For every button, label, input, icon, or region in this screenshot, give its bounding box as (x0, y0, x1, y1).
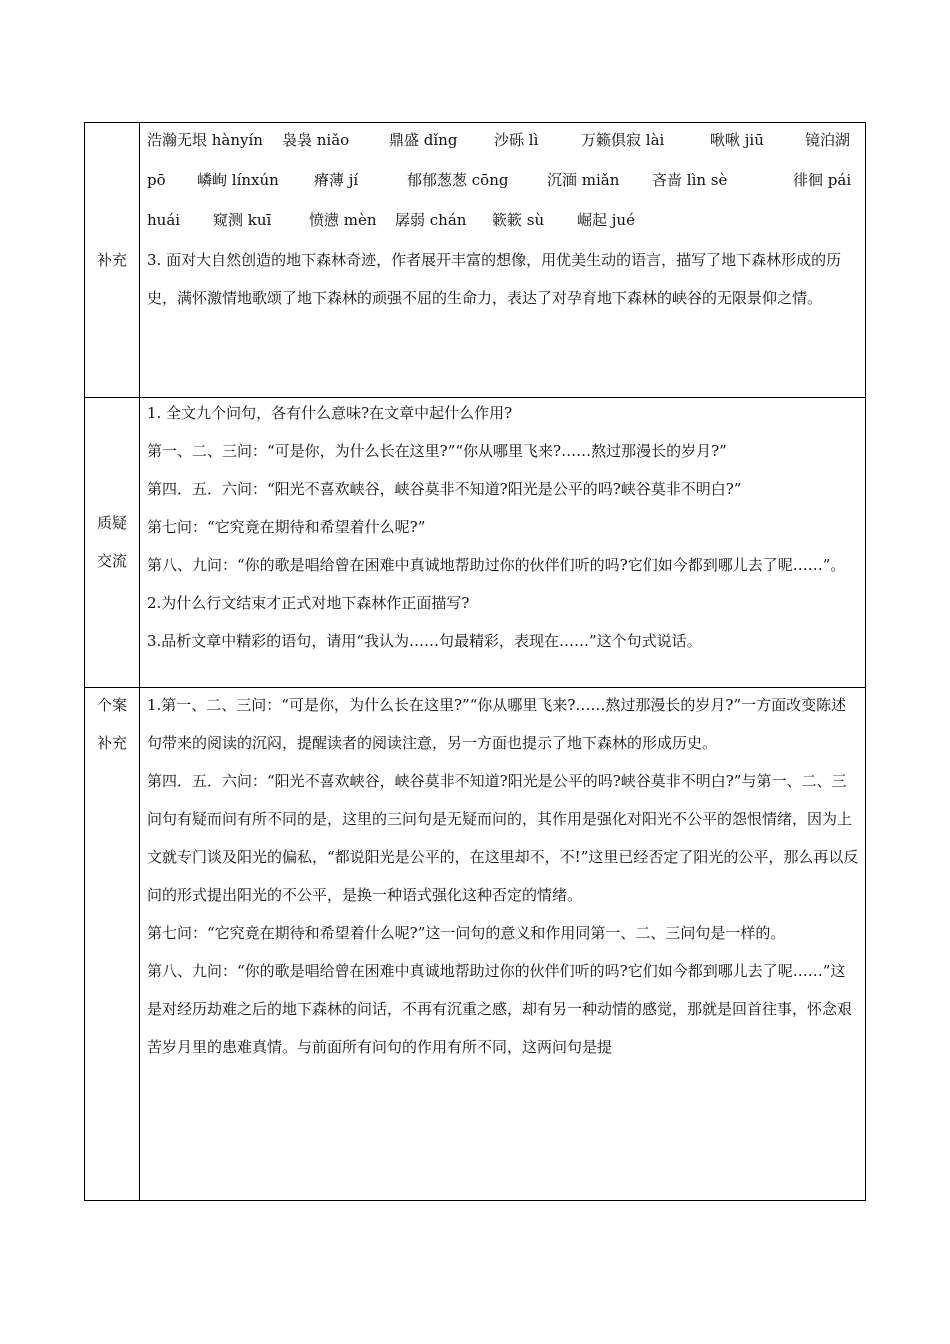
vocab-item: 袅袅 niǎo (282, 131, 350, 149)
vocab-item: 郁郁葱葱 cōng (407, 171, 509, 189)
vocab-item: 瘠薄 jí (314, 171, 359, 189)
vocab-item: 愤懑 mèn (309, 211, 377, 229)
row-label (85, 686, 139, 762)
question-line: 第一、二、三问：“可是你，为什么长在这里?”“你从哪里飞来?……熬过那漫长的岁月?” (147, 442, 727, 460)
analysis-paragraph: 1.第一、二、三问：“可是你，为什么长在这里?”“你从哪里飞来?……熬过那漫长的岁月?”一方面改变陈述句带来的阅读的沉闷，提醒读者的阅读注意，另一方面也提示了地下森林的形成历史。 (147, 696, 847, 752)
row-label (85, 504, 139, 580)
pinyin-line (147, 201, 859, 241)
summary-paragraph: 3. 面对大自然创造的地下森林奇迹，作者展开丰富的想像，用优美生动的语言，描写了地下森林形成的历史，满怀激情地歌颂了地下森林的顽强不屈的生命力，表达了对孕育地下森林的峡谷的无限景仰之情。 (147, 251, 842, 307)
question-line: 2.为什么行文结束才正式对地下森林作正面描写? (147, 594, 470, 612)
question-line: 第七问：“它究竟在期待和希望着什么呢?” (147, 518, 426, 536)
analysis-paragraph: 第四．五．六问：“阳光不喜欢峡谷，峡谷莫非不知道?阳光是公平的吗?峡谷莫非不明白?”与第一、二、三问句有疑而问有所不同的是，这里的三问句是无疑而问的，其作用是强化对阳光不公平的怨恨情绪，因为上文就专门谈及阳光的偏私，“都说阳光是公平的，在这里却不，不!”这里已经否定了阳光的公平，那么再以反问的形式提出阳光的不公平，是换一种语式强化这种否定的情绪。 (147, 772, 859, 904)
vocab-item: 镜泊湖 (805, 131, 851, 149)
row-label-line: 个案 (96, 696, 127, 714)
column-divider (139, 398, 140, 687)
question-line: 第八、九问：“你的歌是唱给曾在困难中真诚地帮助过你的伙伴们听的吗?它们如今都到哪儿去了呢……”。 (147, 556, 846, 574)
vocab-item: 沉湎 miǎn (547, 171, 620, 189)
vocab-item: 啾啾 jiū (710, 131, 764, 149)
vocab-item: 鼎盛 dǐng (389, 131, 458, 149)
table-row-supplement (84, 122, 866, 398)
vocab-item: 万籁俱寂 lài (581, 131, 665, 149)
question-line: 第四．五．六问：“阳光不喜欢峡谷，峡谷莫非不知道?阳光是公平的吗?峡谷莫非不明白?” (147, 480, 742, 498)
row-label: 补充 (96, 251, 127, 269)
column-divider (139, 688, 140, 1200)
vocab-item: 浩瀚无垠 hànyín (147, 131, 263, 149)
column-divider (139, 123, 140, 397)
row-content (147, 121, 859, 317)
vocab-item: huái (147, 211, 181, 229)
vocab-item: 崛起 jué (577, 211, 635, 229)
vocab-item: 吝啬 lìn sè (652, 171, 728, 189)
vocab-item: 徘徊 pái (793, 171, 852, 189)
row-content (147, 394, 859, 660)
row-label-line: 质疑 (96, 514, 127, 532)
row-label-line: 补充 (96, 734, 127, 752)
analysis-paragraph: 第七问：“它究竟在期待和希望着什么呢?”这一问句的意义和作用同第一、二、三问句是一样的。 (147, 924, 786, 942)
table-row-discussion (84, 397, 866, 688)
vocab-item: 沙砾 lì (494, 131, 539, 149)
pinyin-line (147, 161, 859, 201)
vocab-item: 簌簌 sù (492, 211, 545, 229)
table-row-case-supplement (84, 687, 866, 1201)
question-line: 1. 全文九个问句，各有什么意味?在文章中起什么作用? (147, 404, 513, 422)
row-label-line: 交流 (96, 552, 127, 570)
vocab-item: 嶙峋 línxún (197, 171, 279, 189)
vocab-item: 孱弱 chán (395, 211, 467, 229)
row-content (147, 686, 859, 1066)
analysis-paragraph: 第八、九问：“你的歌是唱给曾在困难中真诚地帮助过你的伙伴们听的吗?它们如今都到哪儿去了呢……”这是对经历劫难之后的地下森林的问话，不再有沉重之感，却有另一种动情的感觉，那就是回首往事，怀念艰苦岁月里的患难真情。与前面所有问句的作用有所不同，这两问句是提 (147, 962, 853, 1056)
vocab-item: 窥测 kuī (213, 211, 272, 229)
question-line: 3.品析文章中精彩的语句，请用“我认为……句最精彩，表现在……”这个句式说话。 (147, 632, 702, 650)
vocab-item: pō (147, 171, 166, 189)
pinyin-line (147, 121, 859, 161)
